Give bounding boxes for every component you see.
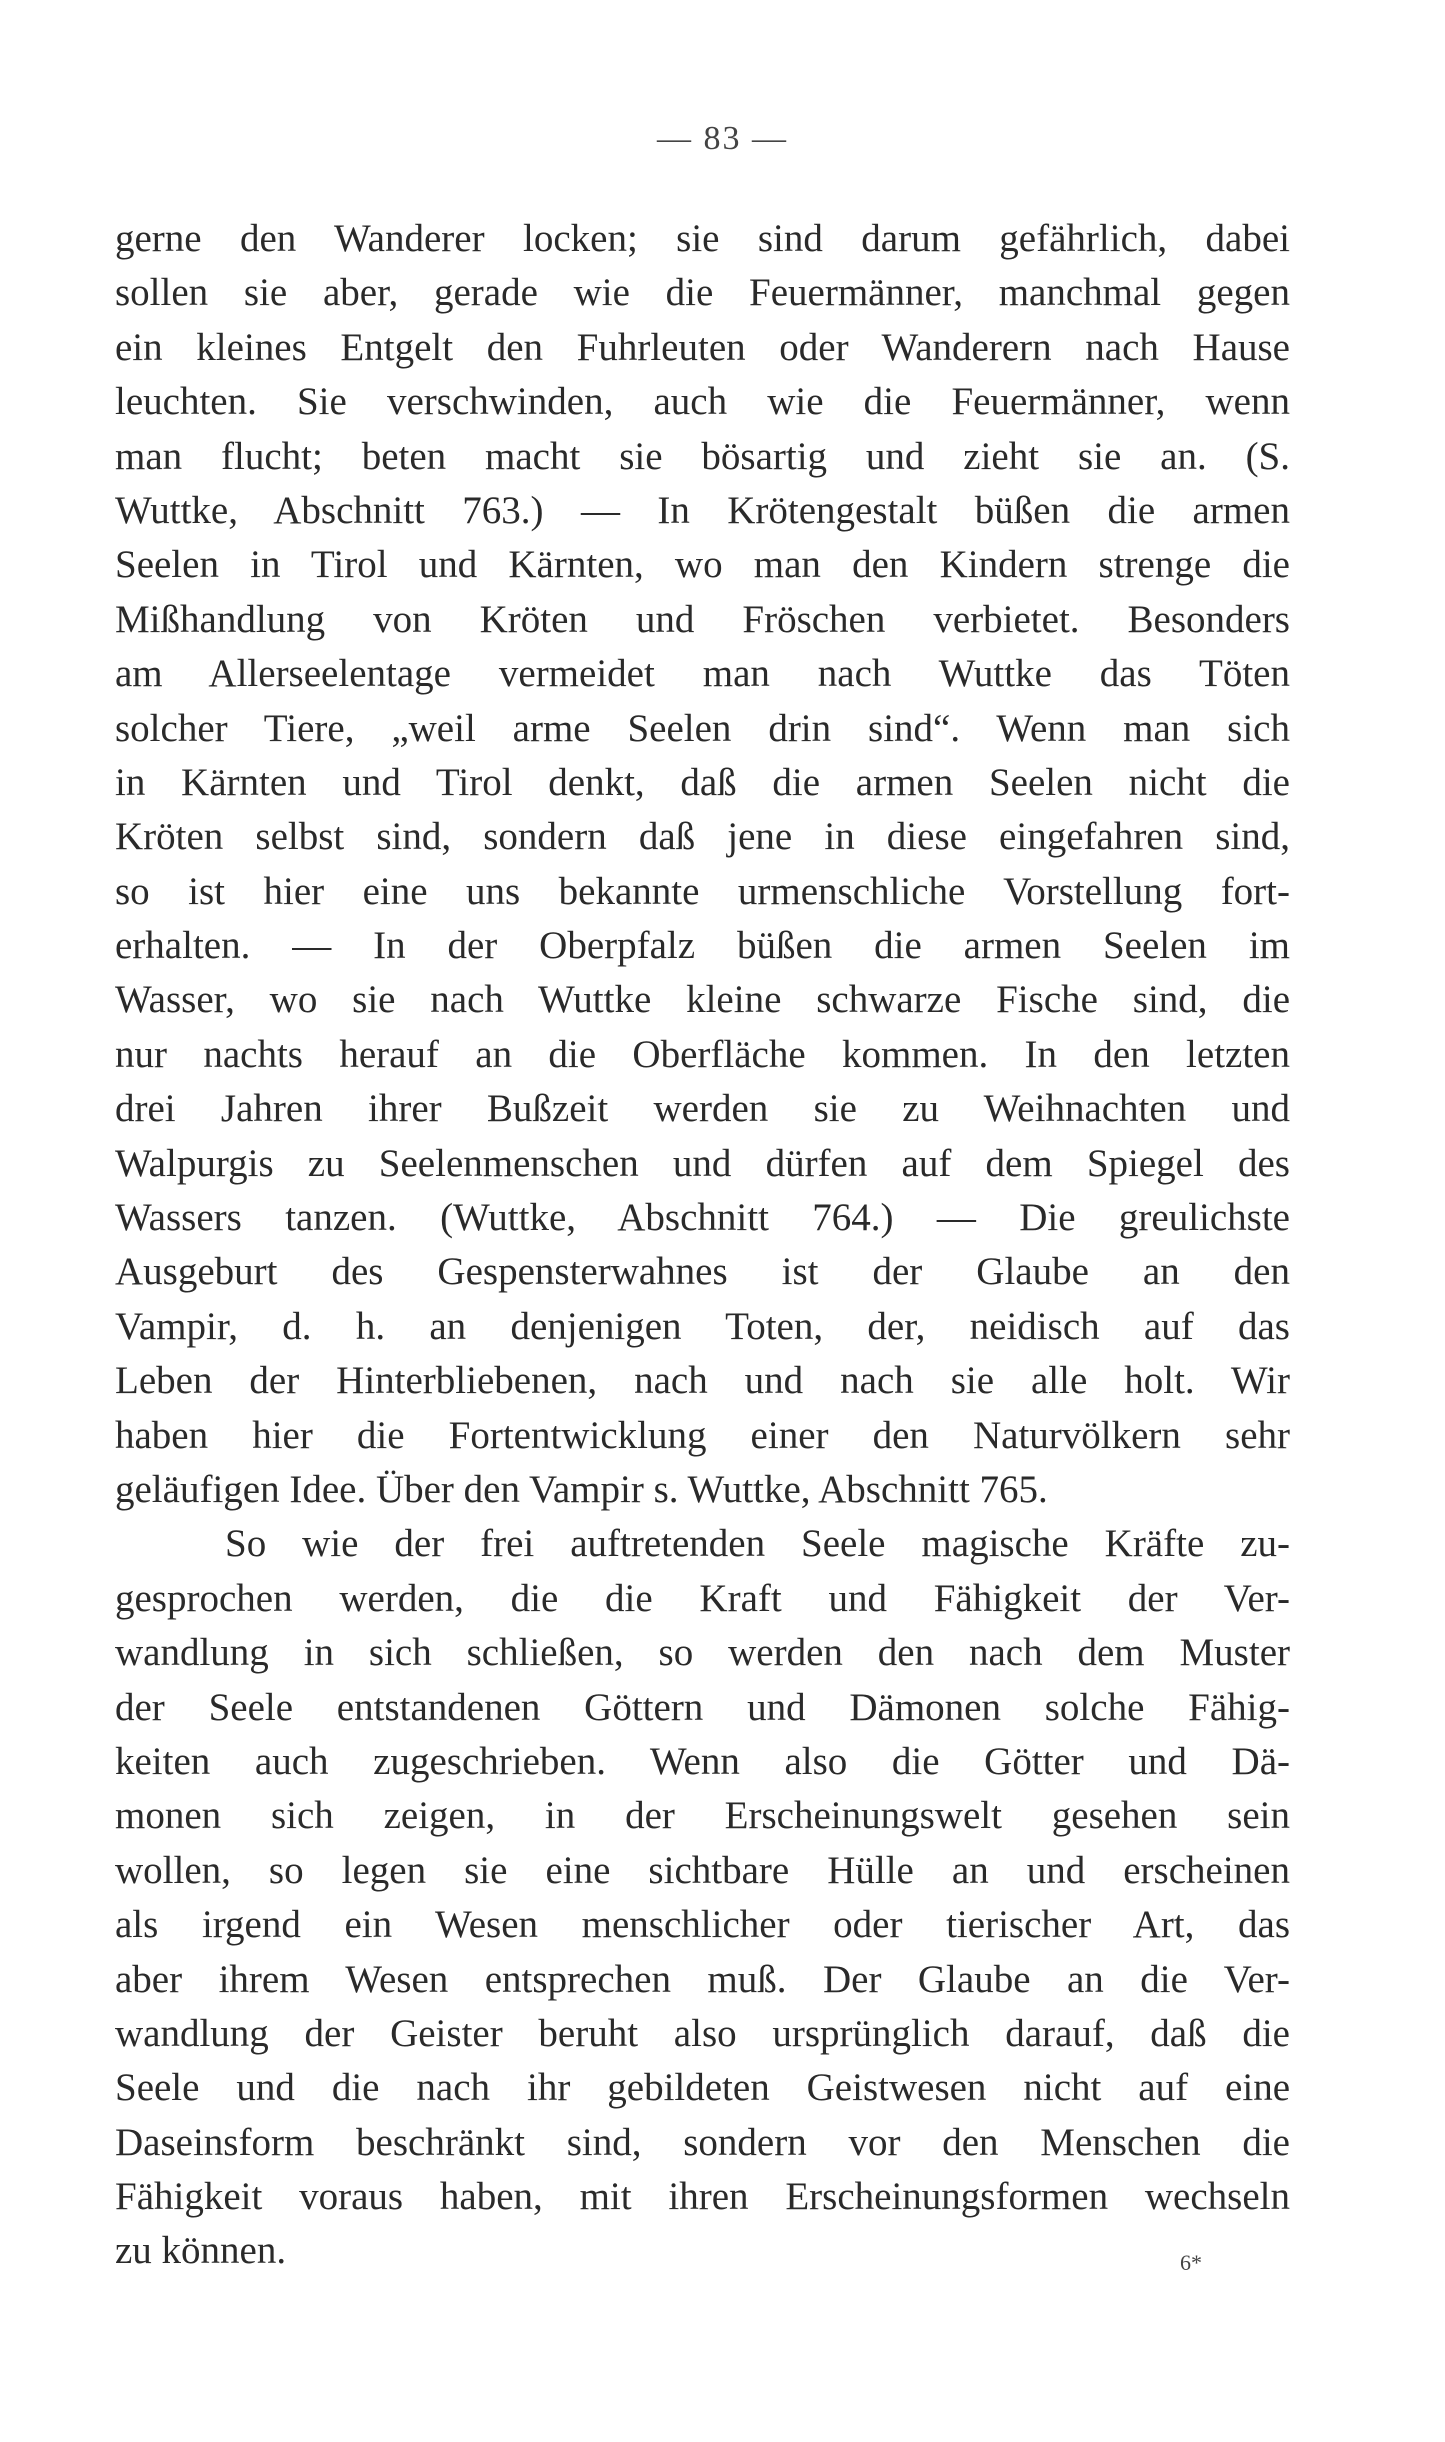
text-line: erhalten. — In der Oberpfalz büßen die armen Seelen im	[115, 924, 1290, 968]
text-line: solcher Tiere, „weil arme Seelen drin sind“. Wenn man sich	[115, 706, 1290, 750]
signature-mark: 6*	[1180, 2250, 1202, 2275]
text-line: gerne den Wanderer locken; sie sind darum gefährlich, dabei	[115, 217, 1290, 260]
text-line: aber ihrem Wesen entsprechen muß. Der Glaube an die Ver-	[115, 1957, 1290, 2001]
page-number: — 83 —	[657, 120, 788, 157]
text-line: Walpurgis zu Seelenmenschen und dürfen auf dem Spiegel des	[115, 1141, 1290, 1185]
text-line: Mißhandlung von Kröten und Fröschen verbietet. Besonders	[115, 597, 1290, 641]
text-line: man flucht; beten macht sie bösartig und zieht sie an. (S.	[115, 434, 1290, 478]
text-line: nur nachts herauf an die Oberfläche kommen. In den letzten	[115, 1032, 1290, 1076]
text-line: So wie der frei auftretenden Seele magische Kräfte zu-	[225, 1522, 1290, 1566]
text-line: der Seele entstandenen Göttern und Dämonen solche Fähig-	[115, 1685, 1290, 1729]
text-line: zu können.	[115, 2229, 287, 2273]
text-line: wollen, so legen sie eine sichtbare Hülle an und erscheinen	[115, 1848, 1290, 1892]
text-line: Vampir, d. h. an denjenigen Toten, der, neidisch auf das	[115, 1304, 1290, 1348]
text-line: als irgend ein Wesen menschlicher oder tierischer Art, das	[115, 1903, 1290, 1947]
text-line: in Kärnten und Tirol denkt, daß die armen Seelen nicht die	[115, 760, 1290, 804]
text-line: Wassers tanzen. (Wuttke, Abschnitt 764.) — Die greulichste	[115, 1196, 1290, 1240]
text-line: monen sich zeigen, in der Erscheinungswelt gesehen sein	[115, 1794, 1290, 1838]
text-line: gesprochen werden, die die Kraft und Fähigkeit der Ver-	[115, 1576, 1290, 1620]
text-line: sollen sie aber, gerade wie die Feuermänner, manchmal gegen	[115, 271, 1290, 315]
text-line: Leben der Hinterbliebenen, nach und nach sie alle holt. Wir	[115, 1359, 1290, 1403]
text-line: Ausgeburt des Gespensterwahnes ist der Glaube an den	[115, 1250, 1290, 1294]
text-line: am Allerseelentage vermeidet man nach Wuttke das Töten	[115, 652, 1290, 696]
text-line: drei Jahren ihrer Bußzeit werden sie zu Weihnachten und	[115, 1087, 1290, 1131]
text-line: wandlung der Geister beruht also ursprünglich darauf, daß die	[115, 2011, 1290, 2055]
text-line: so ist hier eine uns bekannte urmenschliche Vorstellung fort-	[115, 869, 1290, 913]
text-line: Fähigkeit voraus haben, mit ihren Erscheinungsformen wechseln	[115, 2175, 1290, 2219]
text-line: Kröten selbst sind, sondern daß jene in diese eingefahren sind,	[115, 815, 1290, 859]
text-line: haben hier die Fortentwicklung einer den Naturvölkern sehr	[115, 1413, 1290, 1457]
text-line: wandlung in sich schließen, so werden den nach dem Muster	[115, 1631, 1290, 1675]
text-line: Seelen in Tirol und Kärnten, wo man den Kindern strenge die	[115, 543, 1290, 587]
text-line: ein kleines Entgelt den Fuhrleuten oder Wanderern nach Hause	[115, 325, 1290, 369]
text-line: Wuttke, Abschnitt 763.) — In Krötengestalt büßen die armen	[115, 488, 1290, 532]
text-line: Wasser, wo sie nach Wuttke kleine schwarze Fische sind, die	[115, 978, 1290, 1022]
body-text	[115, 212, 1290, 2279]
text-line: Daseinsform beschränkt sind, sondern vor den Menschen die	[115, 2120, 1290, 2164]
text-line: geläufigen Idee. Über den Vampir s. Wuttke, Abschnitt 765.	[115, 1467, 1048, 1511]
text-line: Seele und die nach ihr gebildeten Geistwesen nicht auf eine	[115, 2066, 1290, 2110]
text-line: leuchten. Sie verschwinden, auch wie die Feuermänner, wenn	[115, 380, 1290, 424]
text-line: keiten auch zugeschrieben. Wenn also die Götter und Dä-	[115, 1739, 1290, 1783]
